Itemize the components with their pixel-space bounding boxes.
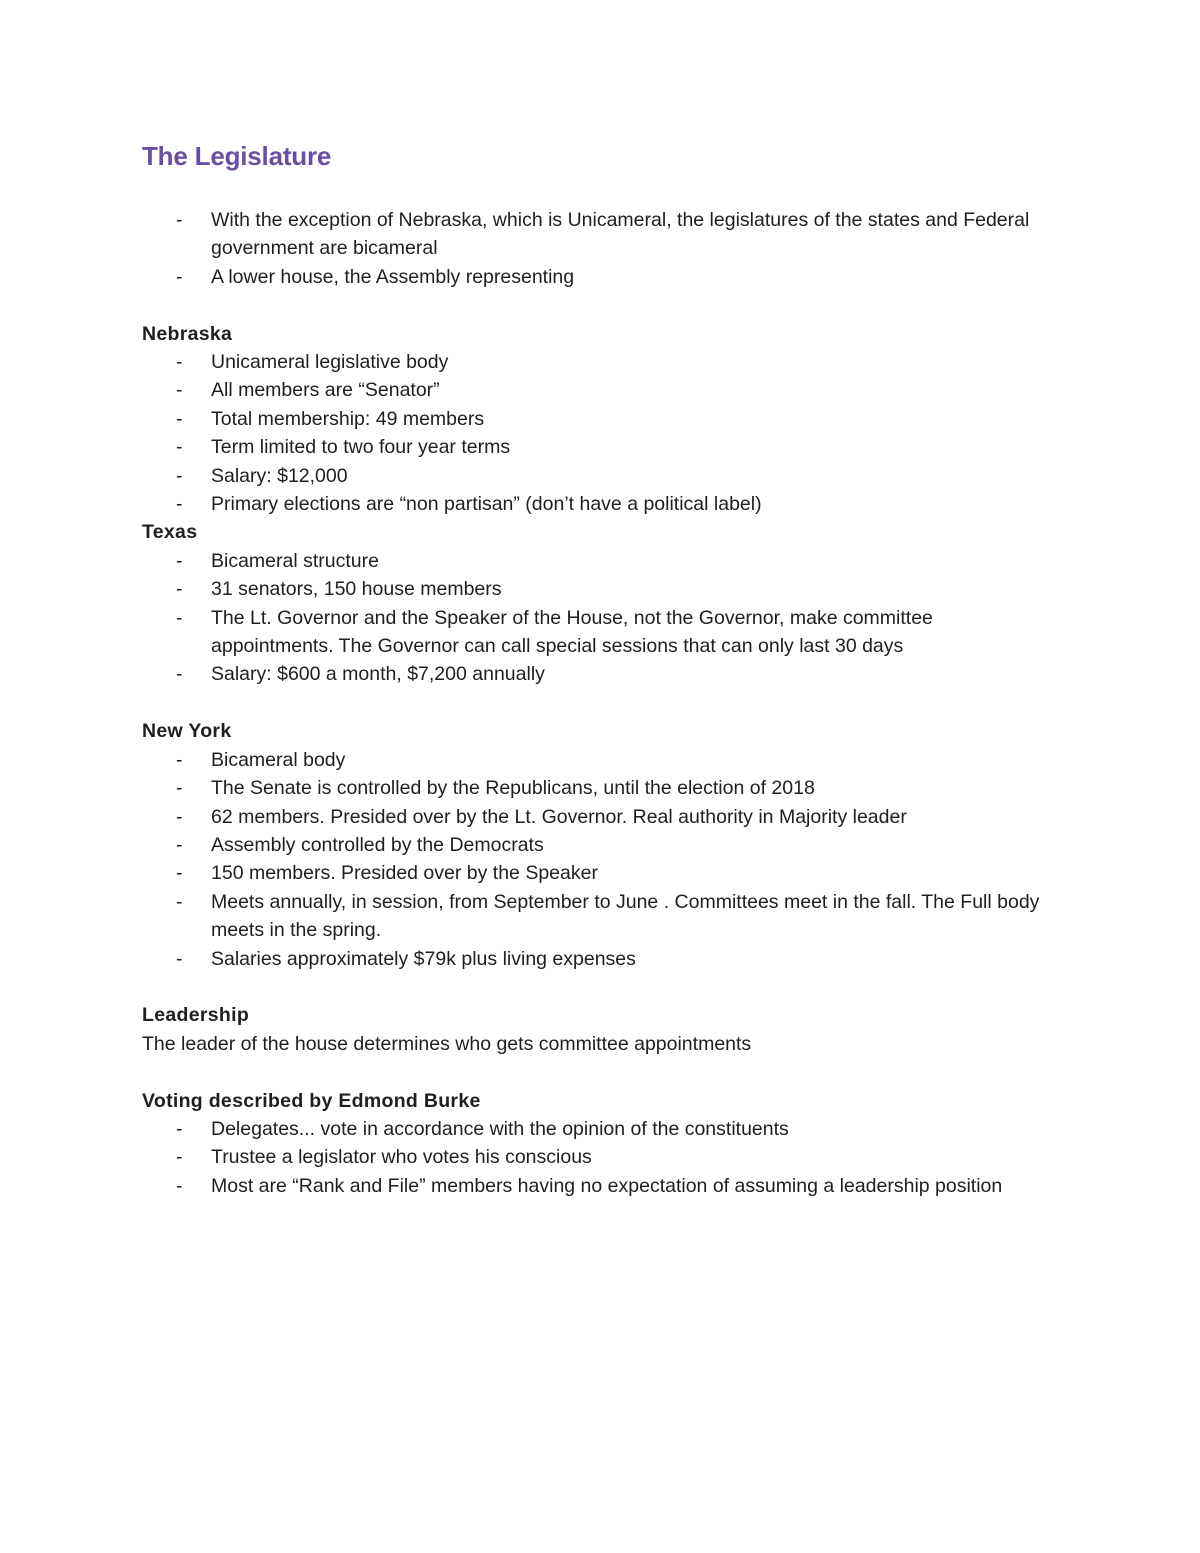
section-heading-texas: Texas <box>142 521 198 544</box>
list-item: - Assembly controlled by the Democrats <box>142 831 1042 859</box>
list-item: - The Senate is controlled by the Republicans, until the election of 2018 <box>142 774 1042 802</box>
list-item: - Meets annually, in session, from September to June . Committees meet in the fall. The Full body meets in the spring. <box>142 888 1042 945</box>
intro-list <box>142 206 1042 291</box>
section-heading-leadership: Leadership <box>142 1004 250 1027</box>
spacer <box>142 973 1042 1001</box>
section-heading-new-york: New York <box>142 720 232 743</box>
list-item: - A lower house, the Assembly representing <box>142 263 1042 291</box>
voting-list <box>142 1115 1042 1200</box>
texas-list <box>142 547 1042 689</box>
spacer <box>142 291 1042 319</box>
section-heading-nebraska: Nebraska <box>142 322 233 345</box>
list-item: - With the exception of Nebraska, which is Unicameral, the legislatures of the states and Federal government are bicameral <box>142 206 1042 263</box>
spacer <box>142 1058 1042 1086</box>
list-item: - Unicameral legislative body <box>142 348 1042 376</box>
list-item: - Primary elections are “non partisan” (don’t have a political label) <box>142 490 1042 518</box>
list-item: - All members are “Senator” <box>142 376 1042 404</box>
list-item: - Bicameral structure <box>142 547 1042 575</box>
list-item: - 150 members. Presided over by the Speaker <box>142 859 1042 887</box>
spacer <box>142 689 1042 717</box>
document-title: The Legislature <box>142 141 332 171</box>
list-item: - Bicameral body <box>142 746 1042 774</box>
list-item: - 31 senators, 150 house members <box>142 575 1042 603</box>
list-item: - The Lt. Governor and the Speaker of the House, not the Governor, make committee appointments. The Governor can call special sessions that can only last 30 days <box>142 604 1042 661</box>
new-york-list <box>142 746 1042 973</box>
document-page <box>142 138 1042 1200</box>
list-item: - Total membership: 49 members <box>142 405 1042 433</box>
list-item: - Salary: $12,000 <box>142 462 1042 490</box>
nebraska-list <box>142 348 1042 518</box>
list-item: - Trustee a legislator who votes his conscious <box>142 1143 1042 1171</box>
list-item: - 62 members. Presided over by the Lt. Governor. Real authority in Majority leader <box>142 803 1042 831</box>
list-item: - Salaries approximately $79k plus living expenses <box>142 945 1042 973</box>
leadership-text: The leader of the house determines who gets committee appointments <box>142 1032 752 1055</box>
section-heading-voting: Voting described by Edmond Burke <box>142 1089 481 1112</box>
list-item: - Term limited to two four year terms <box>142 433 1042 461</box>
list-item: - Salary: $600 a month, $7,200 annually <box>142 660 1042 688</box>
list-item: - Delegates... vote in accordance with the opinion of the constituents <box>142 1115 1042 1143</box>
list-item: - Most are “Rank and File” members having no expectation of assuming a leadership position <box>142 1172 1042 1200</box>
